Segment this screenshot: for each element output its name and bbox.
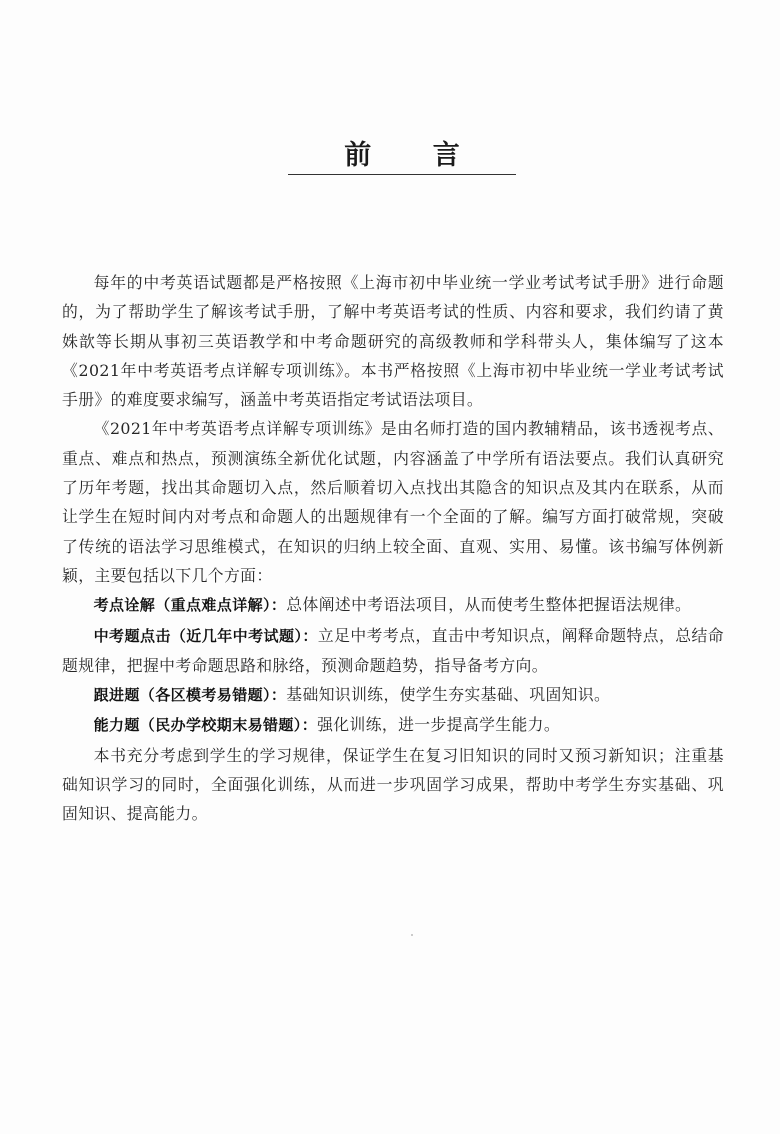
title-block xyxy=(288,140,516,172)
page-title: 前 言 xyxy=(344,140,486,171)
paragraph-intro: 每年的中考英语试题都是严格按照《上海市初中毕业统一学业考试考试手册》进行命题的，为了帮助学生了解该考试手册，了解中考英语考试的性质、内容和要求，我们约请了黄姝歆等长期从事初三英语教学和中考命题研究的高级教师和学科带头人，集体编写了这本《2021年中考英语考点详解专项训练》。本书严格按照《上海市初中毕业统一学业考试考试手册》的难度要求编写，涵盖中考英语指定考试语法项目。 xyxy=(62,273,724,410)
item-text: 总体阐述中考语法项目，从而使考生整体把握语法规律。 xyxy=(286,595,692,615)
item-text: 基础知识训练，使学生夯实基础、巩固知识。 xyxy=(286,685,611,705)
list-item-genjin xyxy=(62,680,724,710)
item-text: 立足中考考点，直击中考知识点，阐释命题特点，总结命题规律，把握中考命题思路和脉络，预测命题趋势，指导备考方向。 xyxy=(62,625,724,675)
title-underline xyxy=(288,174,516,175)
scan-speck xyxy=(411,934,413,936)
list-item-zhongkao xyxy=(62,621,724,681)
item-label: 能力题（民办学校期末易错题）： xyxy=(93,716,318,735)
paragraph-conclusion: 本书充分考虑到学生的学习规律，保证学生在复习旧知识的同时又预习新知识；注重基础知识学习的同时，全面强化训练，从而进一步巩固学习成果，帮助中考学生夯实基础、巩固知识、提高能力。 xyxy=(62,745,724,824)
list-item-kaodian xyxy=(62,590,724,620)
item-label: 跟进题（各区模考易错题）： xyxy=(93,686,287,705)
item-text: 强化训练，进一步提高学生能力。 xyxy=(317,715,561,735)
paragraph-features: 《2021年中考英语考点详解专项训练》是由名师打造的国内教辅精品，该书透视考点、重点、难点和热点，预测演练全新优化试题，内容涵盖了中学所有语法要点。我们认真研究了历年考题，找出其命题切入点，然后顺着切入点找出其隐含的知识点及其内在联系，从而让学生在短时间内对考点和命题人的出题规律有一个全面的了解。编写方面打破常规，突破了传统的语法学习思维模式，在知识的归纳上较全面、直观、实用、易懂。该书编写体例新颖，主要包括以下几个方面： xyxy=(62,419,724,585)
item-label: 中考题点击（近几年中考试题）： xyxy=(93,626,318,645)
list-item-nengli xyxy=(62,710,724,740)
preface-body xyxy=(62,268,724,829)
item-label: 考点诠解（重点难点详解）： xyxy=(93,596,287,615)
